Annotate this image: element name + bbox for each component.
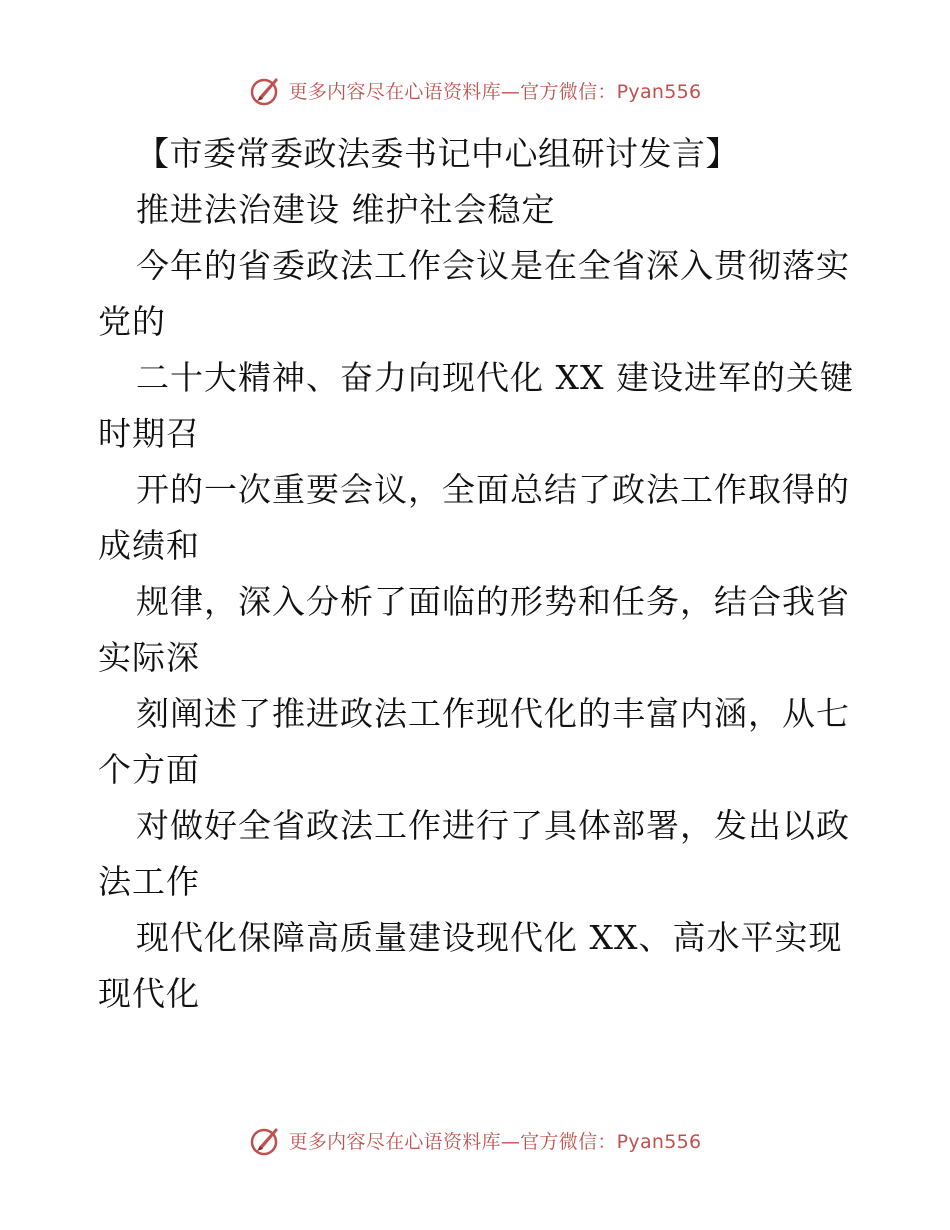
quill-circle-icon bbox=[249, 1123, 283, 1157]
header-banner bbox=[0, 70, 950, 110]
paragraph-line: 二十大精神、奋力向现代化 XX 建设进军的关键 bbox=[136, 358, 854, 397]
paragraph-line: 开的一次重要会议，全面总结了政法工作取得的 bbox=[136, 470, 850, 509]
paragraph-line: 对做好全省政法工作进行了具体部署，发出以政 bbox=[136, 806, 850, 845]
document-subtitle: 推进法治建设 维护社会稳定 bbox=[136, 190, 556, 229]
paragraph-line: 刻阐述了推进政法工作现代化的丰富内涵，从七 bbox=[136, 694, 850, 733]
header-banner-text: 更多内容尽在心语资料库—官方微信：Pyan556 bbox=[288, 80, 702, 103]
paragraph-line: 现代化 bbox=[98, 974, 200, 1013]
paragraph-line: 个方面 bbox=[98, 750, 200, 789]
document-title: 【市委常委政法委书记中心组研讨发言】 bbox=[136, 134, 739, 173]
paragraph-line: 党的 bbox=[98, 302, 166, 341]
paragraph-line: 实际深 bbox=[98, 638, 200, 677]
paragraph-line: 规律，深入分析了面临的形势和任务，结合我省 bbox=[136, 582, 850, 621]
paragraph-line: 法工作 bbox=[98, 862, 200, 901]
footer-banner-inner bbox=[249, 1123, 702, 1157]
document-body bbox=[98, 126, 858, 1022]
paragraph-line: 现代化保障高质量建设现代化 XX、高水平实现 bbox=[136, 918, 843, 957]
paragraph-line: 成绩和 bbox=[98, 526, 200, 565]
paragraph-line: 时期召 bbox=[98, 414, 200, 453]
footer-banner bbox=[0, 1120, 950, 1160]
quill-circle-icon bbox=[249, 73, 283, 107]
footer-banner-text: 更多内容尽在心语资料库—官方微信：Pyan556 bbox=[288, 1130, 702, 1153]
paragraph-line: 今年的省委政法工作会议是在全省深入贯彻落实 bbox=[136, 246, 850, 285]
header-banner-inner bbox=[249, 73, 702, 107]
